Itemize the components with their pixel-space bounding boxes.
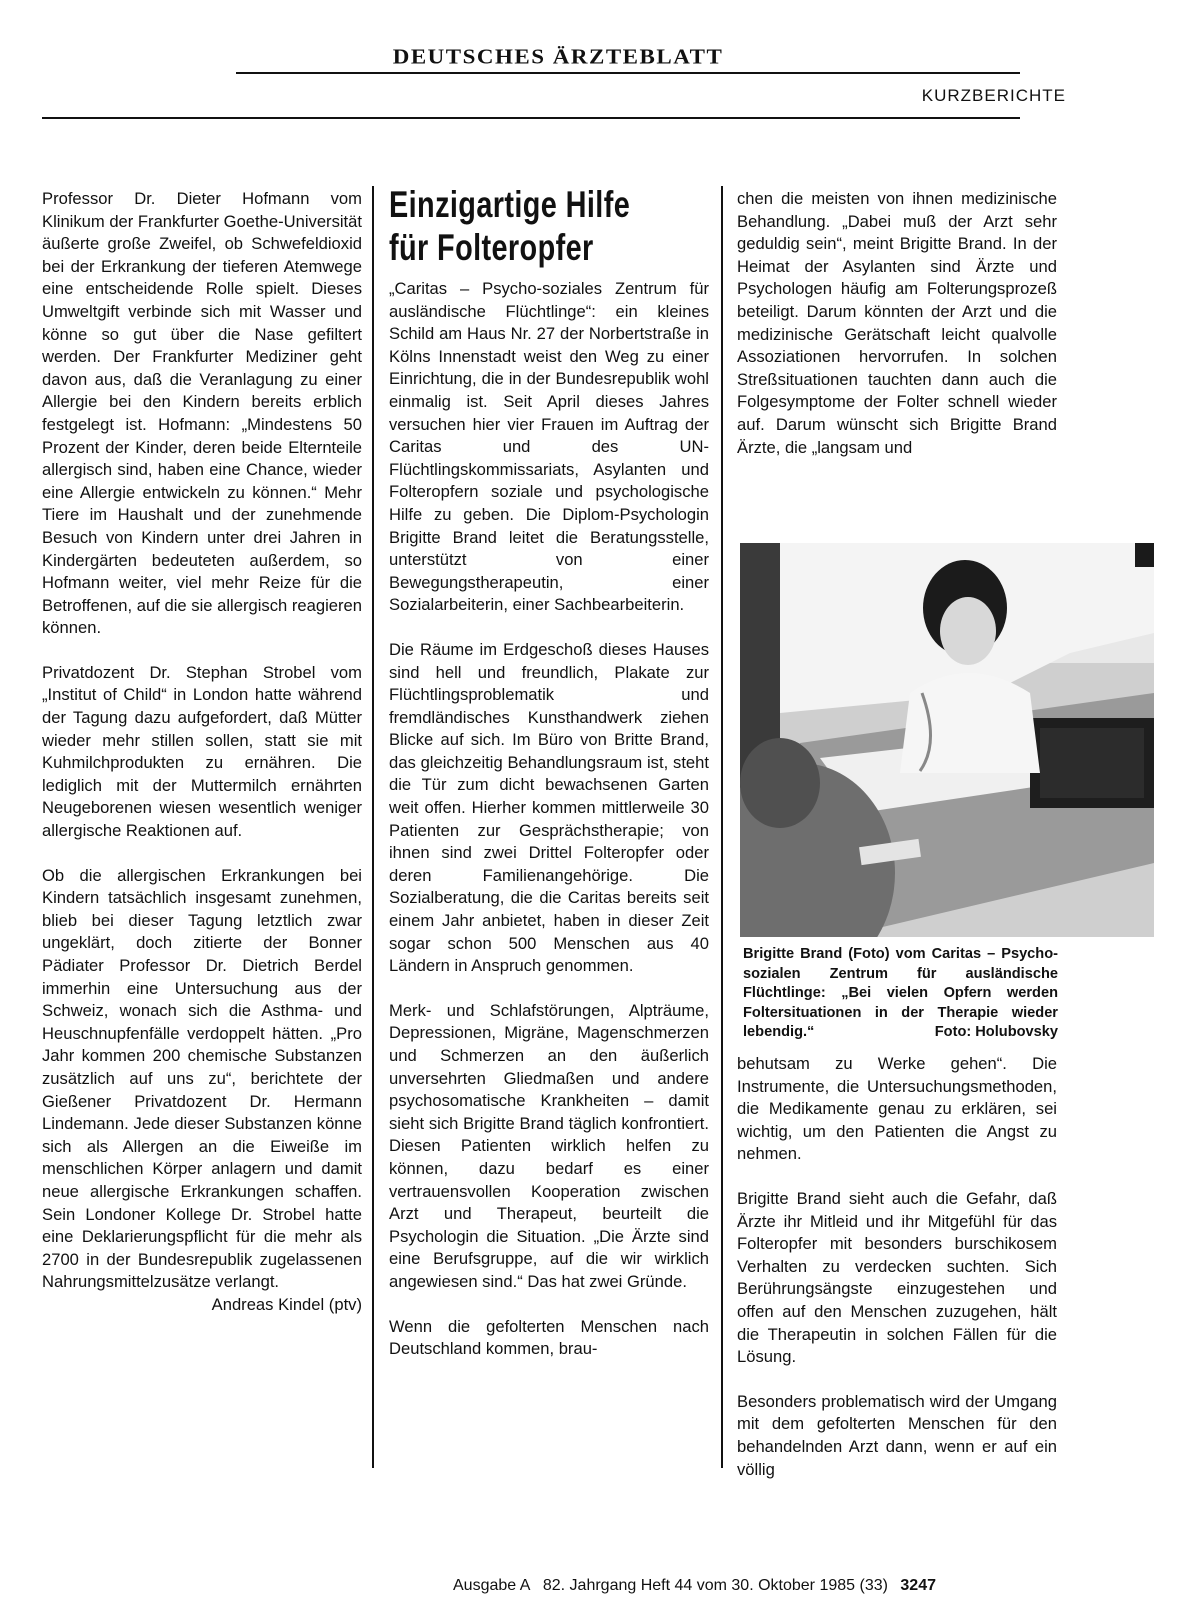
page-number: 3247 — [900, 1577, 936, 1594]
masthead-rule — [236, 72, 1020, 74]
masthead: DEUTSCHES ÄRZTEBLATT — [392, 45, 724, 69]
caption-text: Brigitte Brand (Foto) vom Caritas – Psycho-sozialen Zentrum für ausländische Flüchtlinge: „Bei vielen Opfern werden Foltersituationen in der Therapie wieder lebendig.“ — [743, 946, 1058, 1040]
left-column — [42, 188, 362, 1317]
article-headline — [389, 183, 639, 269]
author-line — [42, 1294, 362, 1317]
page-footer — [453, 1577, 936, 1595]
headline-line: für Folteropfer — [389, 227, 594, 268]
paragraph: Wenn die gefolterten Menschen nach Deutschland kommen, brau- — [389, 1316, 709, 1359]
photo-credit: Foto: Holubovsky — [934, 1024, 1058, 1040]
photo-caption — [743, 945, 1058, 1043]
column-divider — [721, 186, 723, 1468]
paragraph: Privatdozent Dr. Stephan Strobel vom „Institut of Child“ in London hatte während der Tagung dazu aufgefordert, daß Mütter wieder mehr stillen sollen, statt sie mit Kuhmilchprodukten zu ernähren. Die lediglich mit der Muttermilch ernährten Neugeborenen wiesen wesentlich weniger allergische Reaktionen auf. — [42, 662, 362, 841]
middle-column — [389, 278, 709, 1361]
right-column-top — [737, 188, 1057, 459]
paragraph: chen die meisten von ihnen medizinische Behandlung. „Dabei muß der Arzt sehr geduldig sein“, meint Brigitte Brand. In der Heimat der Asylanten sind Ärzte und Psychologen häufig am Folterungsprozeß beteiligt. Darum könnten der Arzt und die medizinische Gerätschaft leicht qualvolle Assoziationen hervorrufen. In solchen Streßsituationen tauchten dann auch die Folgesymptome der Folter schnell wieder auf. Darum wünscht sich Brigitte Brand Ärzte, die „langsam und — [737, 189, 1057, 457]
paragraph: Die Räume im Erdgeschoß dieses Hauses sind hell und freundlich, Plakate zur Flüchtlingsproblematik und fremdländisches Kunsthandwerk ziehen Blicke auf sich. Im Büro von Britte Brand, das gleichzeitig Behandlungsraum ist, steht die Tür zum dicht bewachsenen Garten weit offen. Hierher kommen mittlerweile 30 Patienten zur Gesprächstherapie; von ihnen sind zwei Drittel Folteropfer oder deren Familienangehörige. Die Sozialberatung, die die Caritas bereits seit einem Jahr anbietet, haben in dieser Zeit sogar schon 500 Menschen aus 40 Ländern in Anspruch genommen. — [389, 639, 709, 976]
paragraph: Merk- und Schlafstörungen, Alpträume, Depressionen, Migräne, Magenschmerzen und Schmerzen an den äußerlich unversehrten Gliedmaßen und andere psychosomatische Krankheiten – damit sieht sich Brigitte Brand täglich konfrontiert. Diesen Patienten wirklich helfen zu können, dazu bedarf es einer vertrauensvollen Kooperation zwischen Arzt und Therapeut, beurteilt die Psychologin die Situation. „Die Ärzte sind eine Berufsgruppe, auf die wir wirklich angewiesen sind.“ Das hat zwei Gründe. — [389, 1000, 709, 1291]
author: Andreas Kindel (ptv) — [211, 1294, 362, 1314]
paragraph: Brigitte Brand sieht auch die Gefahr, daß Ärzte ihr Mitleid und ihr Mitgefühl für das Folteropfer mit besonders burschikosem Verhalten zu verdecken suchten. Sich Berührungsängste einzugestehen und offen auf den Menschen zuzugehen, hält die Therapeutin in solchen Fällen für die Lösung. — [737, 1188, 1057, 1367]
paragraph: Professor Dr. Dieter Hofmann vom Klinikum der Frankfurter Goethe-Universität äußerte große Zweifel, ob Schwefeldioxid bei der Erkrankung der tieferen Atemwege eine entscheidende Rolle spielt. Dieses Umweltgift verbinde sich mit Wasser und könne so gut über die Nase gefiltert werden. Der Frankfurter Mediziner geht davon aus, daß die Veranlagung zu einer Allergie bei den Kindern bereits erblich festgelegt ist. Hofmann: „Mindestens 50 Prozent der Kinder, deren beide Elternteile allergisch sind, haben eine Chance, wieder eine Allergie entwickeln zu können.“ Mehr Tiere im Haushalt und der zunehmende Besuch von Kindern unter drei Jahren in Kindergärten bedeuteten außerdem, so Hofmann weiter, viel mehr Reize für die Betroffenen, auf die sie allergisch reagieren können. — [42, 189, 363, 638]
paragraph: Besonders problematisch wird der Umgang mit dem gefolterten Menschen für den behandelnden Arzt dann, wenn er auf ein völlig — [737, 1391, 1057, 1479]
paragraph: behutsam zu Werke gehen“. Die Instrumente, die Untersuchungsmethoden, die Medikamente genau zu erklären, sei wichtig, um den Patienten die Angst zu nehmen. — [737, 1054, 1057, 1164]
header-rule — [42, 117, 1020, 119]
article-photo — [740, 543, 1154, 937]
headline-line: Einzigartige Hilfe — [389, 184, 631, 225]
paragraph — [42, 865, 362, 1294]
paragraph-text: Ob die allergischen Erkrankungen bei Kindern tatsächlich insgesamt zunehmen, blieb bei dieser Tagung letztlich zwar ungeklärt, doch zitierte der Bonner Pädiater Professor Dr. Dietrich Berdel immerhin eine Untersuchung aus der Schweiz, wonach sich die Asthma- und Heuschnupfenfälle verdoppelt hätten. „Pro Jahr kommen 200 chemische Substanzen zusätzlich auf uns zu“, berichtete der Gießener Privatdozent Dr. Hermann Lindemann. Jede dieser Substanzen könne sich als Allergen an die Eiweiße im menschlichen Körper anlagern und damit neue allergische Erkrankungen schaffen. Sein Londoner Kollege Dr. Strobel hatte eine Deklarierungspflicht für die mehr als 2700 in der Bundesrepublik zugelassenen Nahrungsmittelzusätze verlangt. — [42, 865, 362, 1292]
section-label: KURZBERICHTE — [921, 86, 1066, 105]
right-column-bottom — [737, 1053, 1057, 1481]
paragraph: „Caritas – Psycho-soziales Zentrum für ausländische Flüchtlinge“: ein kleines Schild am Haus Nr. 27 der Norbertstraße in Kölns Innenstadt weist den Weg zu einer Einrichtung, die in der Bundesrepublik wohl einmalig ist. Seit April dieses Jahres versuchen hier vier Frauen im Auftrag der Caritas und des UN-Flüchtlingskommissariats, Asylanten und Folteropfern soziale und psychologische Hilfe zu geben. Die Diplom-Psychologin Brigitte Brand leitet die Beratungsstelle, unterstützt von einer Bewegungstherapeutin, einer Sozialarbeiterin, einer Sachbearbeiterin. — [389, 279, 709, 615]
issue-info: Ausgabe A 82. Jahrgang Heft 44 vom 30. Oktober 1985 (33) — [453, 1577, 888, 1594]
column-divider — [372, 186, 374, 1468]
photo-illustration — [740, 543, 1154, 937]
